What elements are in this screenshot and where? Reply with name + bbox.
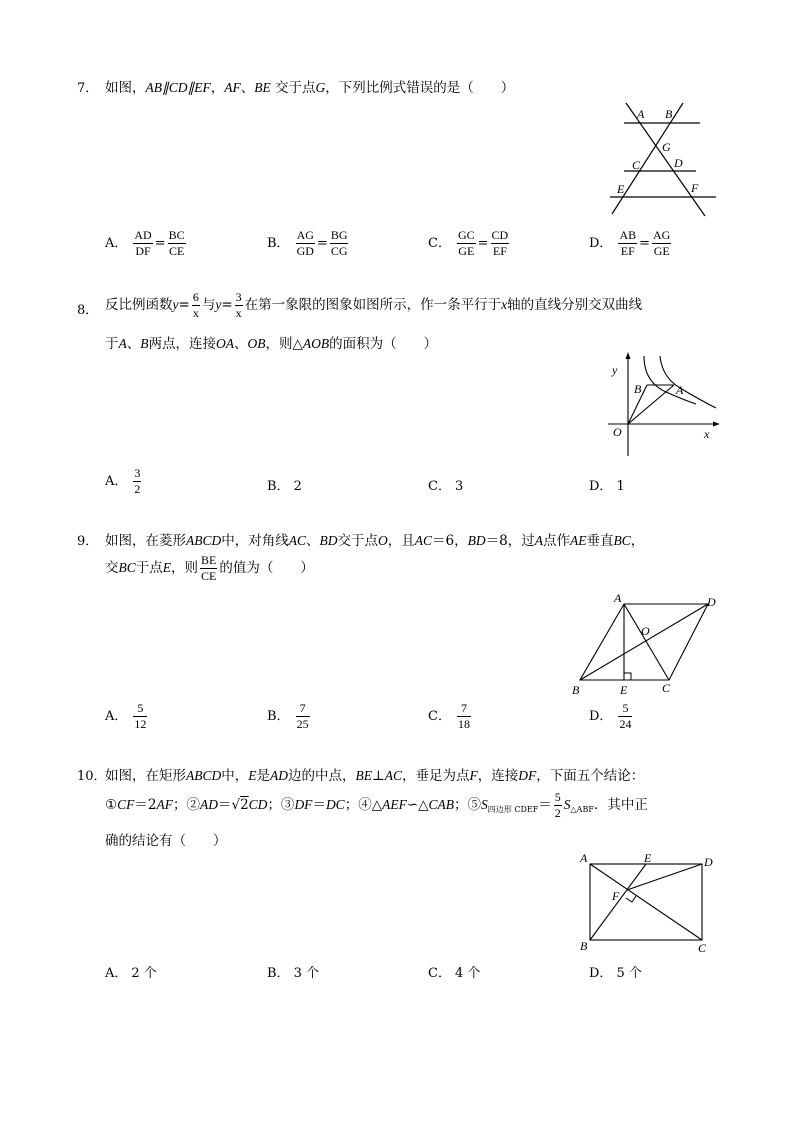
segment-df bbox=[627, 864, 702, 890]
fraction bbox=[618, 701, 632, 732]
stem-math: AD bbox=[270, 768, 288, 783]
stem-math: AD bbox=[199, 797, 218, 812]
stem-text: 、 bbox=[126, 336, 141, 352]
stem-text: 的值为（ ） bbox=[219, 560, 314, 576]
stem-text: ，连接 bbox=[477, 768, 519, 784]
stem-text: 于 bbox=[105, 336, 119, 352]
option-label: C． bbox=[428, 236, 451, 251]
stem-text: 垂直 bbox=[586, 533, 614, 549]
question-number: 7． bbox=[77, 81, 99, 96]
stem-math: AE bbox=[569, 533, 587, 548]
stem-math: CAB bbox=[428, 797, 455, 812]
y-axis-arrow bbox=[626, 352, 631, 359]
label-f: F bbox=[691, 181, 699, 195]
question-stem-line-1 bbox=[105, 529, 644, 549]
option-value: 5 个 bbox=[616, 966, 642, 981]
right-angle-mark bbox=[626, 896, 636, 902]
denominator: 24 bbox=[619, 717, 632, 731]
stem-text: 于点 bbox=[135, 560, 163, 576]
equals: = bbox=[154, 236, 166, 251]
option-b[interactable] bbox=[267, 475, 302, 494]
numerator: CD bbox=[491, 228, 509, 242]
stem-text: ， bbox=[630, 533, 645, 549]
stem-math: CF bbox=[117, 797, 135, 812]
question-stem-line-1 bbox=[105, 764, 644, 784]
numerator: 6 bbox=[192, 290, 199, 304]
stem-math: AC bbox=[288, 533, 307, 548]
stem-math: OA bbox=[216, 336, 234, 351]
numerator: AD bbox=[134, 228, 152, 242]
denominator: GD bbox=[296, 244, 314, 258]
stem-text: ＝ bbox=[538, 797, 552, 813]
stem-text: 、 bbox=[240, 80, 255, 96]
stem-math: ABCD bbox=[186, 768, 222, 783]
option-label: A． bbox=[105, 709, 128, 724]
option-a[interactable] bbox=[105, 466, 143, 497]
question-stem-line-1 bbox=[105, 290, 642, 321]
fraction bbox=[491, 228, 510, 259]
stem-text: = bbox=[178, 297, 190, 313]
numerator: AB bbox=[619, 228, 637, 242]
fraction bbox=[200, 553, 217, 584]
stem-text: ；③ bbox=[267, 797, 295, 813]
option-value: 4 个 bbox=[454, 966, 481, 981]
stem-math: S bbox=[563, 797, 571, 812]
stem-math: y bbox=[215, 297, 222, 312]
option-label: D． bbox=[589, 966, 613, 981]
stem-math: BD bbox=[467, 533, 486, 548]
denominator: GE bbox=[458, 244, 475, 258]
stem-math: DF bbox=[518, 768, 537, 783]
option-label: D． bbox=[589, 479, 613, 494]
numerator: BE bbox=[201, 553, 217, 567]
option-value: 3 bbox=[454, 479, 464, 494]
numerator: 7 bbox=[296, 701, 310, 717]
option-d[interactable] bbox=[589, 962, 642, 981]
stem-text: 如图，在菱形 bbox=[105, 533, 186, 549]
numerator: 3 bbox=[134, 466, 141, 480]
option-label: A． bbox=[105, 236, 128, 251]
stem-text: 轴的直线分别交双曲线 bbox=[507, 297, 643, 313]
label-e: E bbox=[620, 683, 628, 697]
stem-text: ＝8，过 bbox=[485, 533, 535, 549]
option-d[interactable] bbox=[589, 228, 673, 259]
stem-math: CD bbox=[248, 797, 268, 812]
fraction bbox=[235, 290, 243, 321]
denominator: EF bbox=[492, 244, 507, 258]
curve-6-over-x bbox=[660, 356, 716, 408]
question-stem-line-2 bbox=[105, 553, 314, 584]
subscript: △ABF bbox=[570, 805, 594, 814]
stem-math: AF bbox=[224, 80, 241, 95]
option-value: 3 个 bbox=[293, 966, 319, 981]
fraction bbox=[192, 290, 200, 321]
stem-math: DC bbox=[325, 797, 345, 812]
stem-math: A bbox=[118, 336, 127, 351]
fraction bbox=[652, 228, 671, 259]
stem-math: S bbox=[481, 797, 488, 812]
fraction bbox=[554, 790, 562, 821]
label-a: A bbox=[580, 851, 588, 865]
stem-text: ＝6， bbox=[432, 533, 468, 549]
denominator: CE bbox=[168, 244, 185, 258]
stem-text: ，下面五个结论： bbox=[536, 768, 645, 784]
question-stem bbox=[105, 76, 514, 96]
stem-math: AF bbox=[156, 797, 173, 812]
stem-math: DF bbox=[294, 797, 313, 812]
stem-text: 、 bbox=[306, 533, 320, 549]
numerator: BG bbox=[330, 228, 348, 242]
question-number: 9． bbox=[77, 534, 99, 549]
stem-text: ，则 bbox=[171, 560, 199, 576]
subscript: 四边形 CDEF bbox=[487, 805, 539, 814]
stem-math: E bbox=[162, 560, 172, 575]
stem-text: 交 bbox=[105, 560, 119, 576]
stem-text: ⊥ bbox=[372, 768, 385, 784]
label-b: B bbox=[665, 107, 673, 121]
x-axis-arrow bbox=[713, 422, 720, 427]
stem-text: ＝2 bbox=[134, 797, 157, 813]
stem-text: ， bbox=[210, 80, 225, 96]
option-a[interactable] bbox=[105, 962, 157, 981]
figure-rectangle bbox=[574, 850, 724, 958]
option-d[interactable] bbox=[589, 475, 625, 494]
label-d: D bbox=[674, 156, 683, 170]
label-b: B bbox=[634, 382, 642, 396]
denominator: 18 bbox=[457, 717, 470, 731]
stem-text: ，且 bbox=[387, 533, 415, 549]
fraction bbox=[296, 228, 315, 259]
label-d: D bbox=[704, 855, 713, 869]
stem-text: 点作 bbox=[542, 533, 570, 549]
denominator: 12 bbox=[134, 717, 147, 731]
numerator: GC bbox=[457, 228, 475, 242]
stem-math: G bbox=[315, 80, 326, 95]
stem-math: E bbox=[248, 768, 257, 783]
option-label: D． bbox=[589, 236, 613, 251]
stem-text: ．其中正 bbox=[593, 797, 648, 813]
stem-math: x bbox=[501, 297, 508, 312]
stem-text: 如图， bbox=[105, 80, 146, 96]
numerator: 5 bbox=[618, 701, 632, 717]
stem-math: BE bbox=[254, 80, 271, 95]
label-c: C bbox=[632, 158, 641, 172]
stem-math: BE bbox=[355, 768, 372, 783]
fraction bbox=[168, 228, 186, 259]
stem-text: 反比例函数 bbox=[105, 297, 173, 313]
figure-rhombus bbox=[566, 590, 726, 700]
stem-text: 的面积为（ ） bbox=[329, 336, 438, 352]
equals: = bbox=[639, 236, 651, 251]
figure-hyperbola bbox=[604, 352, 724, 460]
denominator: 2 bbox=[134, 482, 141, 496]
numerator: 5 bbox=[554, 790, 561, 804]
denominator: CG bbox=[330, 244, 348, 258]
option-c[interactable] bbox=[428, 475, 463, 494]
option-b[interactable] bbox=[267, 701, 312, 732]
stem-text: 两点，连接 bbox=[148, 336, 216, 352]
denominator: 2 bbox=[554, 806, 561, 820]
stem-text: 如图，在矩形 bbox=[105, 768, 186, 784]
option-a[interactable] bbox=[105, 701, 149, 732]
denominator: EF bbox=[620, 244, 635, 258]
numerator: AG bbox=[653, 228, 671, 242]
denominator: GE bbox=[653, 244, 670, 258]
stem-math: BC bbox=[118, 560, 136, 575]
label-a: A bbox=[614, 591, 622, 605]
option-label: B． bbox=[267, 966, 290, 981]
option-value: 2 个 bbox=[131, 966, 157, 981]
numerator: 7 bbox=[457, 701, 471, 717]
fraction bbox=[330, 228, 349, 259]
stem-text: ，下列比例式错误的是（ ） bbox=[325, 80, 515, 96]
stem-text: ∽△ bbox=[406, 797, 429, 813]
label-o: O bbox=[613, 425, 622, 439]
question-number: 10． bbox=[77, 769, 107, 784]
stem-math: AC bbox=[414, 533, 433, 548]
denominator: DF bbox=[135, 244, 151, 258]
stem-text: ，则△ bbox=[265, 336, 303, 352]
label-y: y bbox=[612, 363, 618, 377]
denominator: CE bbox=[201, 569, 217, 583]
label-a: A bbox=[637, 107, 645, 121]
label-g: G bbox=[662, 140, 671, 154]
option-label: A． bbox=[105, 474, 128, 489]
stem-text: 边的中点， bbox=[288, 768, 356, 784]
diagonal-ac bbox=[624, 604, 669, 680]
option-value: 1 bbox=[616, 479, 625, 494]
option-c[interactable] bbox=[428, 701, 473, 732]
label-c: C bbox=[698, 941, 707, 955]
fraction bbox=[296, 701, 310, 732]
option-label: C． bbox=[428, 479, 451, 494]
option-label: C． bbox=[428, 709, 451, 724]
option-b[interactable] bbox=[267, 962, 319, 981]
fraction bbox=[133, 466, 141, 497]
fraction bbox=[133, 701, 147, 732]
denominator: 25 bbox=[296, 717, 309, 731]
fraction bbox=[457, 701, 471, 732]
label-b: B bbox=[572, 683, 580, 697]
option-label: B． bbox=[267, 479, 290, 494]
stem-math: y bbox=[172, 297, 179, 312]
question-stem-line-3: 确的结论有（ ） bbox=[105, 833, 227, 849]
stem-text: 交于点 bbox=[337, 533, 379, 549]
fraction bbox=[618, 228, 637, 259]
stem-text: 交于点 bbox=[270, 80, 316, 96]
option-label: D． bbox=[589, 709, 613, 724]
fraction bbox=[457, 228, 476, 259]
stem-text: ，垂足为点 bbox=[401, 768, 470, 784]
option-label: B． bbox=[267, 236, 290, 251]
label-c: C bbox=[662, 681, 671, 695]
stem-text: 中，对角线 bbox=[221, 533, 289, 549]
label-a: A bbox=[676, 383, 684, 397]
question-stem-line-2 bbox=[105, 790, 648, 821]
equals: = bbox=[477, 236, 489, 251]
stem-text: ＝ bbox=[312, 797, 326, 813]
option-label: B． bbox=[267, 709, 290, 724]
denominator: x bbox=[235, 306, 242, 320]
option-c[interactable] bbox=[428, 962, 480, 981]
label-o: O bbox=[641, 624, 650, 638]
stem-text: ；④△ bbox=[344, 797, 383, 813]
stem-math: OB bbox=[247, 336, 266, 351]
stem-math: AOB bbox=[302, 336, 330, 351]
question-stem-line-2 bbox=[105, 332, 437, 352]
stem-math: AEF bbox=[382, 797, 407, 812]
numerator: 3 bbox=[235, 290, 242, 304]
option-label: A． bbox=[105, 966, 128, 981]
stem-text: 、 bbox=[234, 336, 248, 352]
option-c[interactable] bbox=[428, 228, 511, 259]
figure-parallel-lines bbox=[604, 100, 724, 222]
stem-math: A bbox=[534, 533, 543, 548]
stem-text: ① bbox=[105, 797, 118, 813]
stem-math: F bbox=[469, 768, 478, 783]
numerator: AG bbox=[296, 228, 314, 242]
stem-text: 在第一象限的图象如图所示，作一条平行于 bbox=[244, 297, 502, 313]
question-number: 8． bbox=[77, 303, 99, 318]
label-d: D bbox=[707, 595, 716, 609]
stem-math: BD bbox=[319, 533, 338, 548]
stem-math: O bbox=[378, 533, 388, 548]
fraction bbox=[133, 228, 152, 259]
sqrt-radicand: 2 bbox=[240, 797, 249, 813]
stem-math: B bbox=[140, 336, 149, 351]
stem-text: ＝ bbox=[217, 797, 232, 813]
stem-text: 中， bbox=[221, 768, 249, 784]
option-value: 2 bbox=[293, 479, 302, 494]
label-b: B bbox=[580, 939, 588, 953]
diagonal-ac bbox=[590, 864, 702, 940]
right-angle-mark bbox=[624, 673, 631, 680]
denominator: x bbox=[192, 306, 199, 320]
stem-text: 是 bbox=[256, 768, 270, 784]
stem-math: AC bbox=[384, 768, 402, 783]
sqrt-sign: √ bbox=[231, 797, 241, 813]
label-e: E bbox=[617, 182, 625, 196]
label-x: x bbox=[704, 427, 710, 441]
stem-text: ；⑤ bbox=[454, 797, 482, 813]
label-f: F bbox=[612, 889, 620, 903]
option-a[interactable] bbox=[105, 228, 188, 259]
stem-text: ；② bbox=[172, 797, 200, 813]
option-d[interactable] bbox=[589, 701, 634, 732]
option-label: C． bbox=[428, 966, 451, 981]
stem-text: 与 bbox=[201, 297, 216, 313]
option-b[interactable] bbox=[267, 228, 350, 259]
stem-math: ABCD bbox=[186, 533, 222, 548]
equals: = bbox=[316, 236, 328, 251]
numerator: BC bbox=[168, 228, 185, 242]
numerator: 5 bbox=[133, 701, 147, 717]
stem-text: = bbox=[221, 297, 233, 313]
label-e: E bbox=[644, 851, 652, 865]
stem-math: AB∥CD∥EF bbox=[145, 80, 211, 95]
stem-math: BC bbox=[613, 533, 631, 548]
